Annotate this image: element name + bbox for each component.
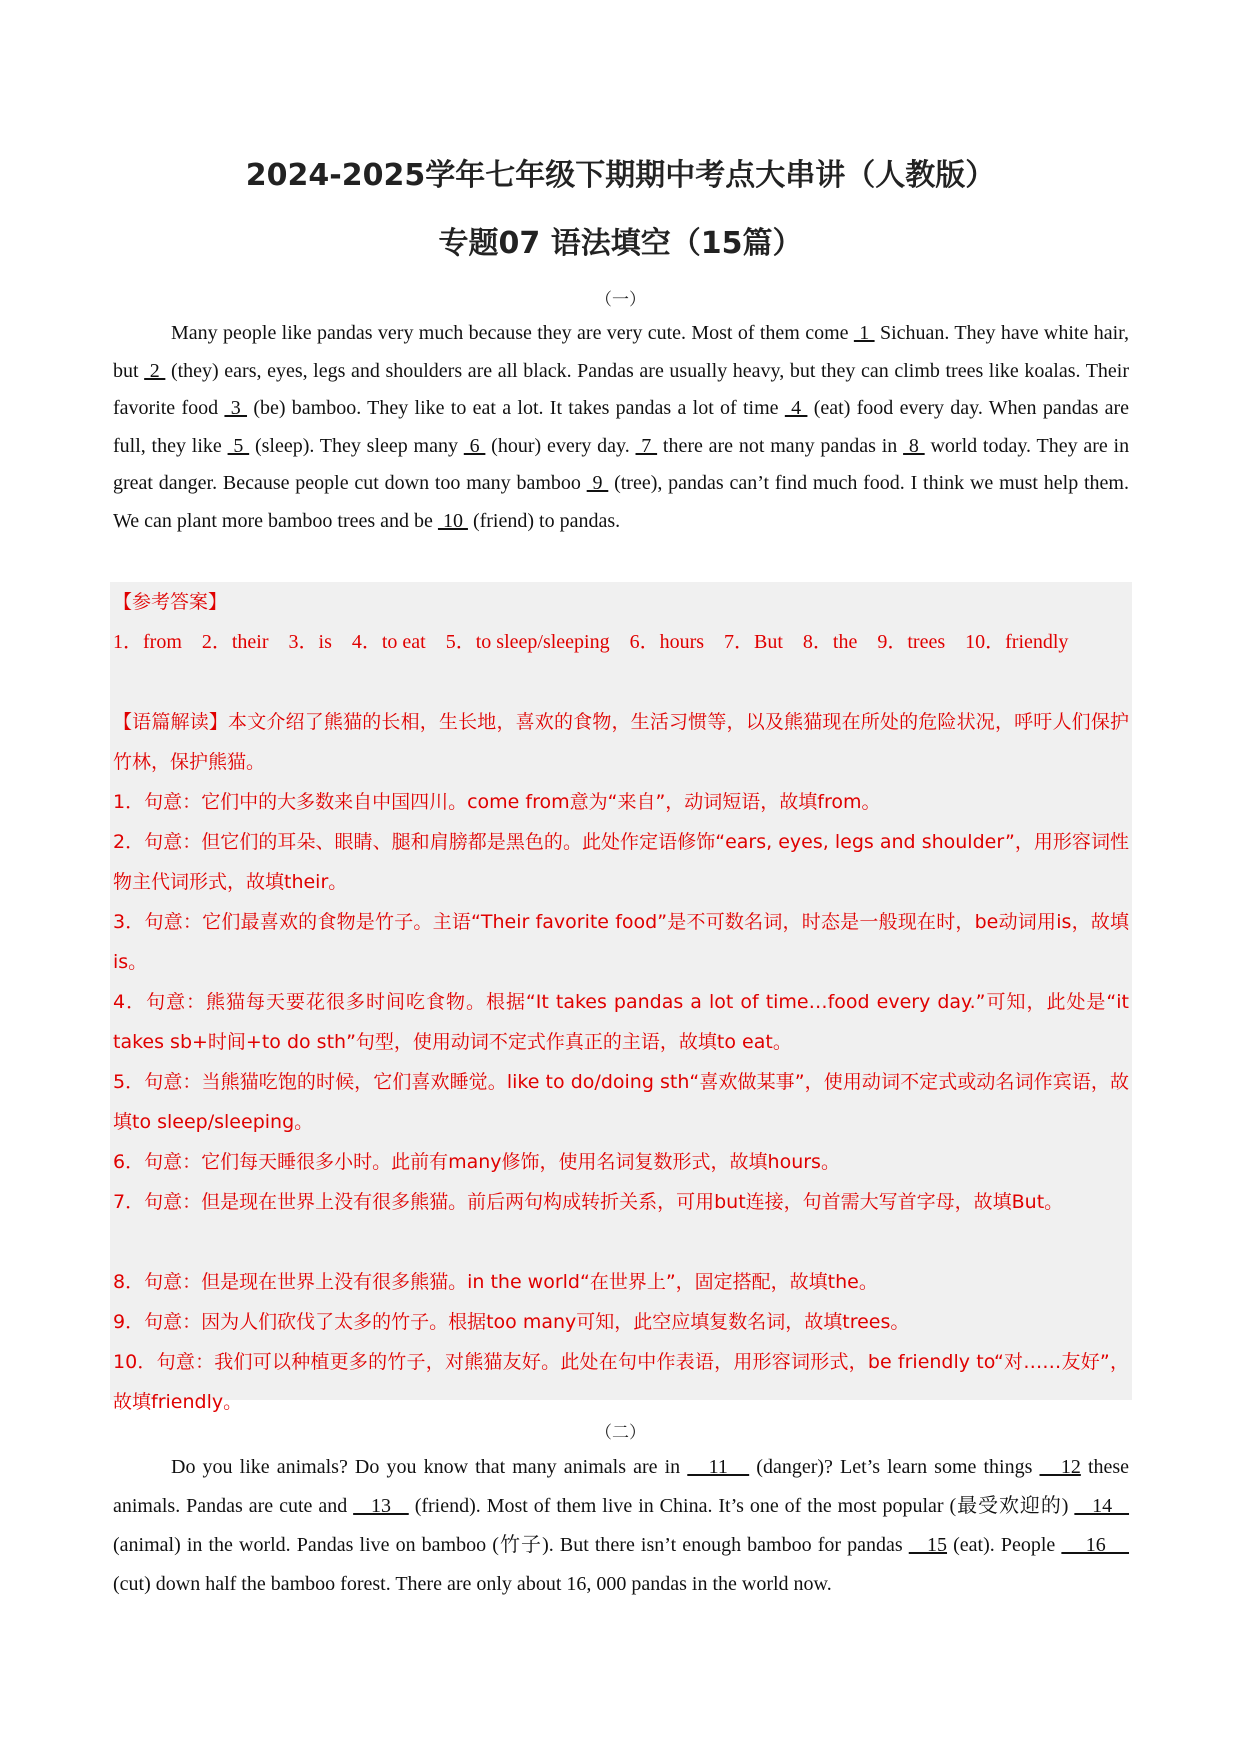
blank-5: 5	[227, 434, 250, 457]
answer-keys: 1．from 2．their 3．is 4．to eat 5．to sleep/sleeping 6．hours 7．But 8．the 9．trees 10．friendly	[113, 631, 1069, 653]
passage-text: (eat) food every day. When pandas are full, they like	[113, 397, 1130, 457]
passage-text: (friend). Most of them live in China. It’s one of the most popular (最受欢迎的)	[414, 1495, 1069, 1517]
blank-11: 11	[687, 1456, 750, 1478]
explanation-4: 4．句意：熊猫每天要花很多时间吃食物。根据“It takes pandas a lot of time…food every day.”可知，此处是“it takes sb+时间+to do sth”句型，使用动词不定式作真正的主语，故填to eat。	[113, 991, 1129, 1053]
passage-text: (friend) to pandas.	[472, 509, 621, 532]
explanation-3: 3．句意：它们最喜欢的食物是竹子。主语“Their favorite food”是不可数名词，时态是一般现在时，be动词用is，故填is。	[113, 911, 1130, 973]
explanation-6: 6．句意：它们每天睡很多小时。此前有many修饰，使用名词复数形式，故填hours。	[113, 1151, 840, 1173]
explanation-2: 2．句意：但它们的耳朵、眼睛、腿和肩膀都是黑色的。此处作定语修饰“ears, eyes, legs and shoulder”，用形容词性物主代词形式，故填their。	[113, 831, 1129, 893]
passage-text: Do you like animals? Do you know that many animals are in	[171, 1456, 681, 1478]
blank-2: 2	[144, 359, 166, 382]
passage-text: (eat). People	[953, 1534, 1056, 1556]
answer-heading: 【参考答案】	[113, 591, 228, 613]
passage-analysis: 【语篇解读】本文介绍了熊猫的长相，生长地，喜欢的食物，生活习惯等，以及熊猫现在所处的危险状况，呼吁人们保护竹林，保护熊猫。	[113, 711, 1129, 773]
blank-6: 6	[463, 434, 486, 457]
blank-14: 14	[1074, 1495, 1130, 1517]
section-label-2: （二）	[595, 1423, 646, 1443]
passage-text: (be) bamboo. They like to eat a lot. It takes pandas a lot of time	[253, 397, 779, 419]
document-title: 2024-2025学年七年级下期期中考点大串讲（人教版）	[245, 158, 996, 193]
explanation-7: 7．句意：但是现在世界上没有很多熊猫。前后两句构成转折关系，可用but连接，句首需大写首字母，故填But。	[113, 1191, 1064, 1213]
document-subtitle: 专题07 语法填空（15篇）	[438, 226, 803, 261]
blank-7: 7	[635, 434, 658, 457]
explanation-8: 8．句意：但是现在世界上没有很多熊猫。in the world“在世界上”，固定搭配，故填the。	[113, 1271, 878, 1293]
explanation-1: 1．句意：它们中的大多数来自中国四川。come from意为“来自”，动词短语，故填from。	[113, 791, 881, 813]
passage-text: Sichuan. They have white hair, but	[113, 322, 1130, 382]
explanation-10: 10．句意：我们可以种植更多的竹子，对熊猫友好。此处在句中作表语，用形容词形式，be friendly to“对……友好”，故填friendly。	[113, 1351, 1129, 1413]
passage-text: (animal) in the world. Pandas live on bamboo (竹子). But there isn’t enough bamboo for pandas	[113, 1534, 903, 1556]
passage-text: (sleep). They sleep many	[254, 434, 458, 457]
blank-12: 12	[1039, 1456, 1081, 1478]
passage-text: (cut) down half the bamboo forest. There are only about 16, 000 pandas in the world now.	[113, 1573, 832, 1595]
passage-text: (they) ears, eyes, legs and shoulders are all black. Pandas are usually heavy, but they can climb trees like koalas. Their favorite food	[113, 359, 1130, 419]
blank-4: 4	[784, 397, 808, 419]
blank-8: 8	[903, 434, 925, 457]
passage-text: (tree), pandas can’t find much food. I think we must help them. We can plant more bamboo trees and be	[113, 472, 1129, 532]
blank-3: 3	[224, 397, 248, 419]
blank-9: 9	[586, 472, 609, 494]
blank-15: 15	[908, 1534, 948, 1556]
blank-10: 10	[437, 509, 468, 532]
passage-2	[113, 1448, 1129, 1604]
blank-1: 1	[853, 322, 875, 344]
passage-1	[113, 315, 1129, 540]
blank-16: 16	[1061, 1534, 1130, 1556]
section-label-1: （一）	[595, 290, 646, 310]
explanation-5: 5．句意：当熊猫吃饱的时候，它们喜欢睡觉。like to do/doing sth“喜欢做某事”，使用动词不定式或动名词作宾语，故填to sleep/sleeping。	[113, 1071, 1129, 1133]
blank-13: 13	[353, 1495, 409, 1517]
passage-text: (hour) every day.	[491, 434, 630, 457]
passage-text: there are not many pandas in	[662, 434, 898, 457]
explanation-9: 9．句意：因为人们砍伐了太多的竹子。根据too many可知，此空应填复数名词，故填trees。	[113, 1311, 910, 1333]
answer-box	[110, 582, 1132, 1413]
passage-text: Many people like pandas very much because they are very cute. Most of them come	[171, 322, 849, 344]
passage-text: these animals. Pandas are cute and	[113, 1456, 1130, 1517]
passage-text: world today. They are in great danger. Because people cut down too many bamboo	[113, 434, 1130, 494]
passage-text: (danger)? Let’s learn some things	[756, 1456, 1033, 1478]
